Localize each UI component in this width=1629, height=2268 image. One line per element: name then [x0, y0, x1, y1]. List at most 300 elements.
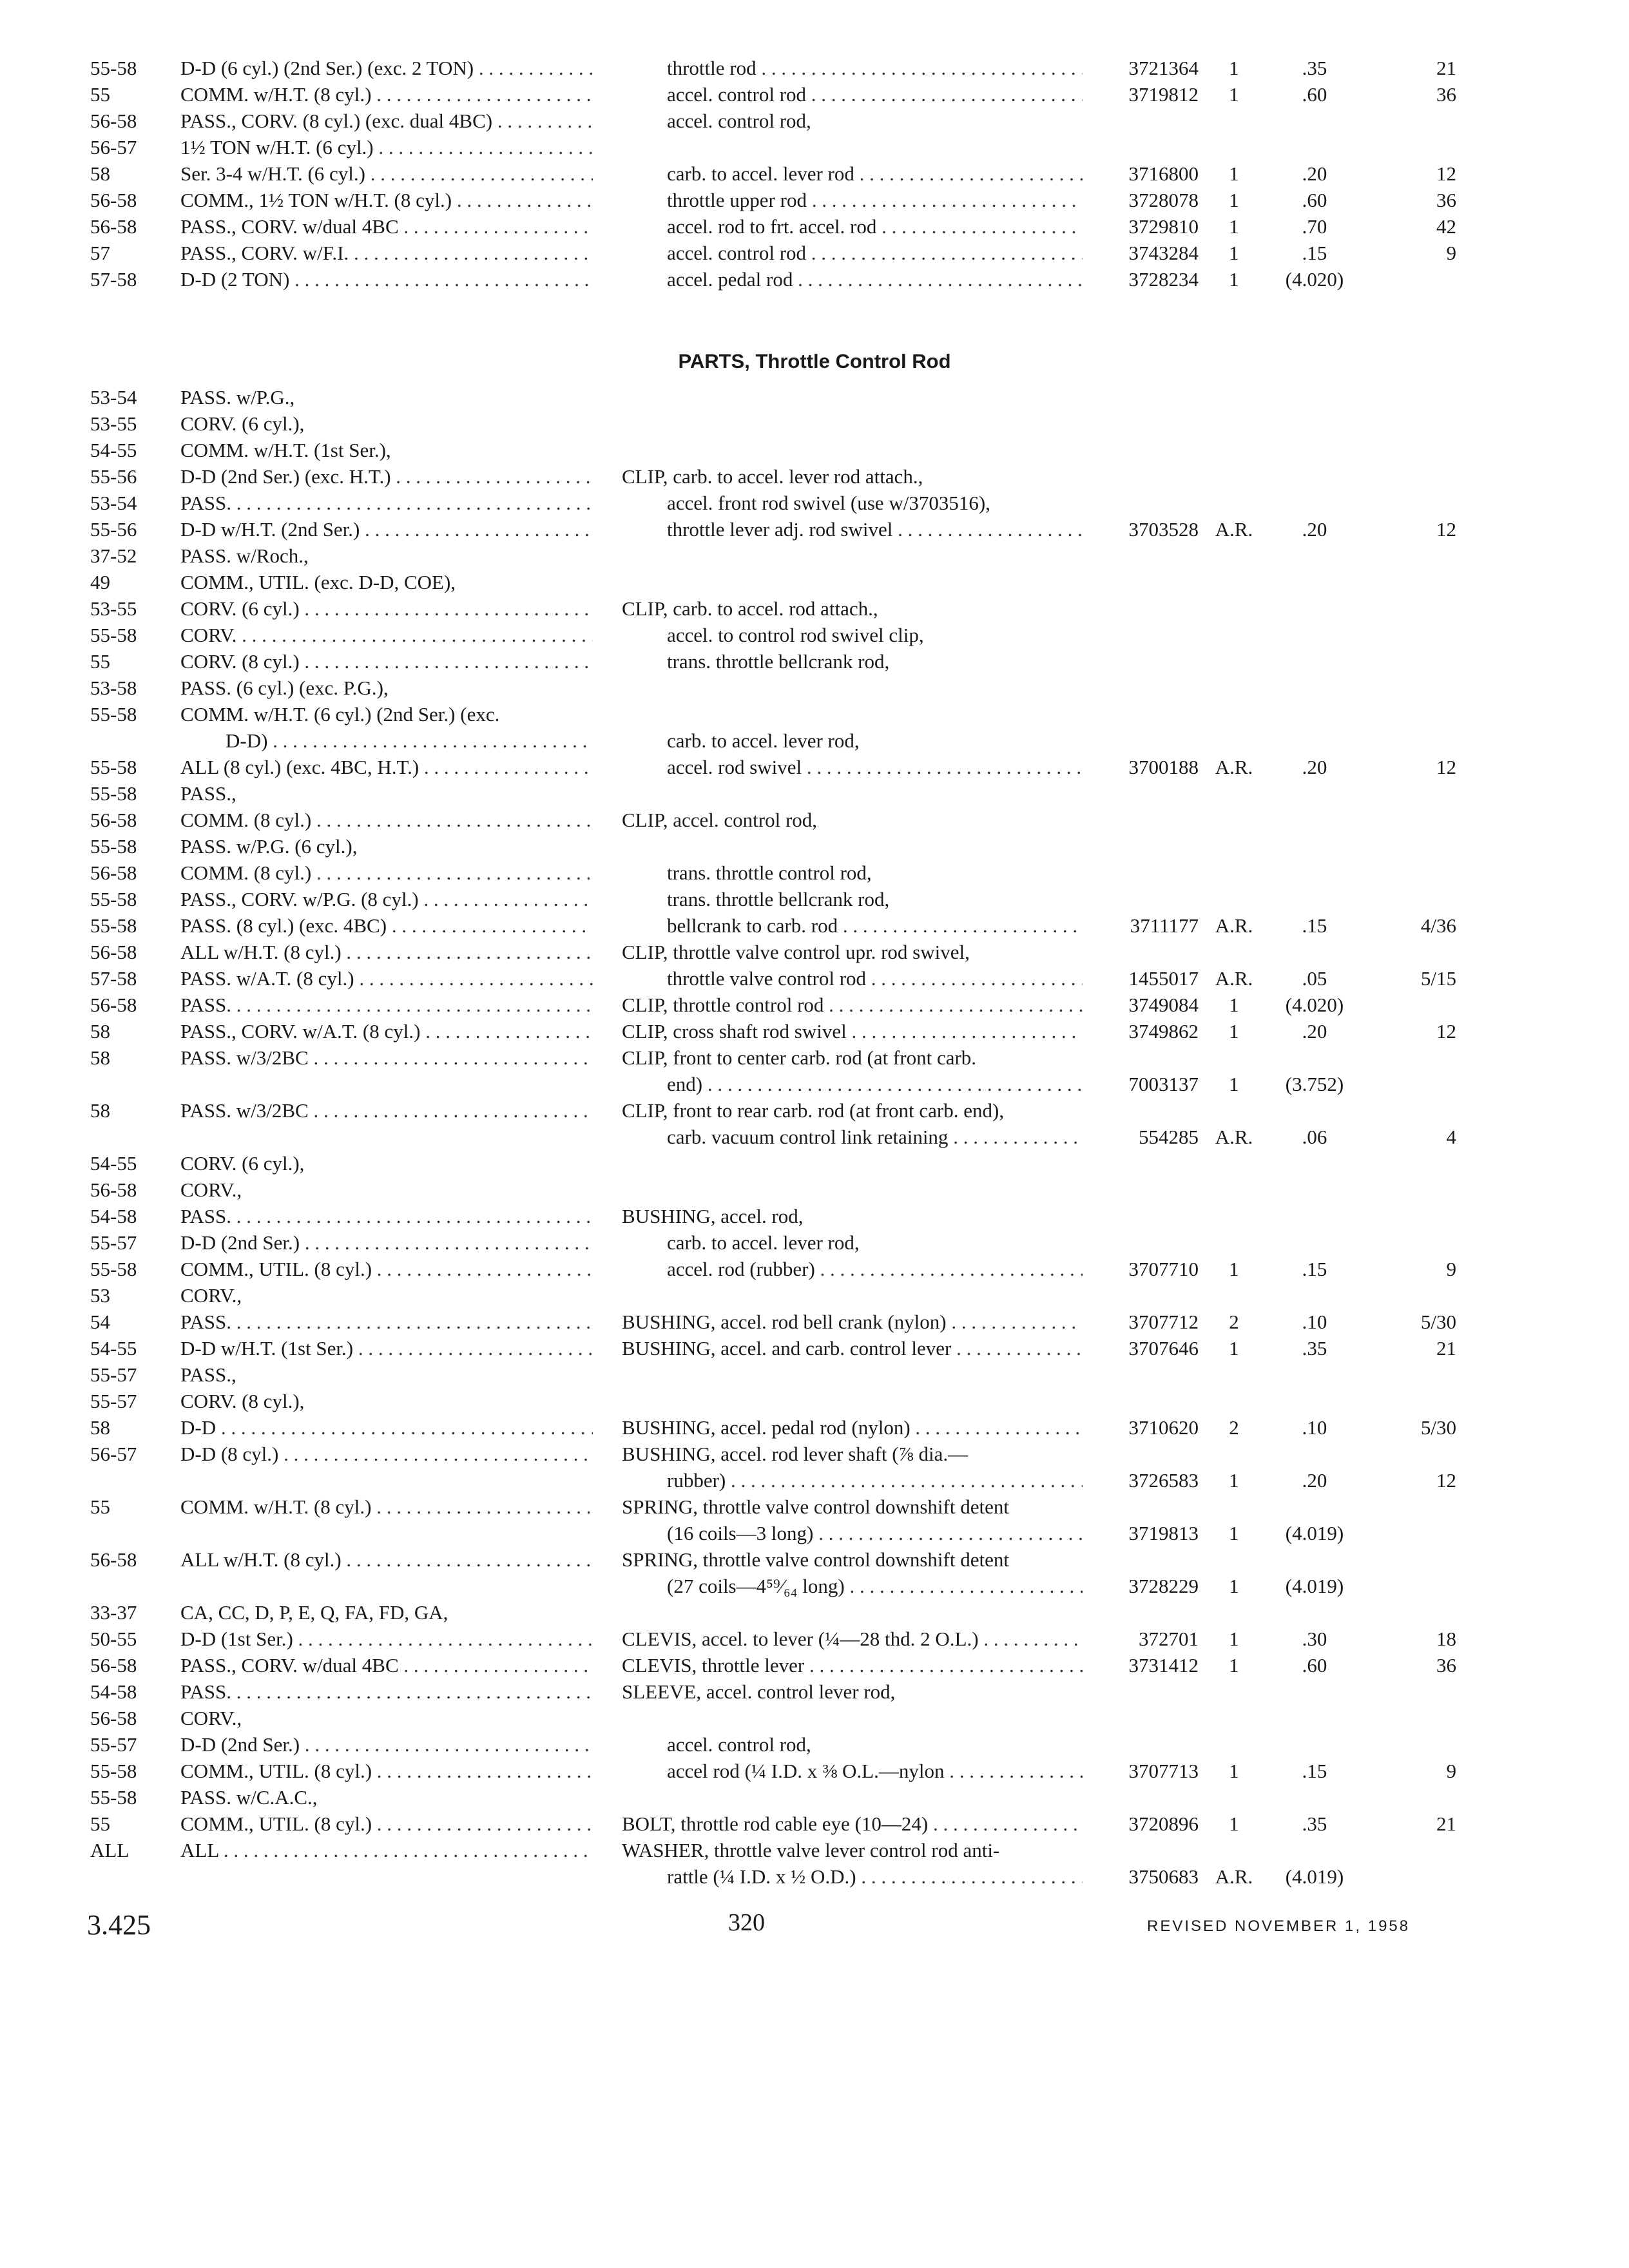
year-cell: 55-58	[90, 1258, 137, 1280]
parts-row	[0, 570, 1629, 595]
model-cell: PASS. . . .	[180, 490, 593, 516]
price-cell: .35	[1302, 57, 1327, 79]
parts-row	[0, 992, 1629, 1018]
year-cell: 58	[90, 1099, 110, 1122]
quantity-cell: 1	[1229, 1812, 1239, 1835]
model-cell: PASS.,	[180, 782, 236, 805]
description-cell: accel. control rod . . .	[622, 240, 1083, 266]
parts-row	[0, 437, 1629, 463]
description-cell: CLIP, front to center carb. rod (at front carb.	[622, 1046, 977, 1069]
package-cell: 36	[1436, 189, 1456, 211]
description-cell: accel. rod swivel . . .	[622, 754, 1083, 780]
year-cell: 56-58	[90, 110, 137, 132]
quantity-cell: 1	[1229, 57, 1239, 79]
quantity-cell: 1	[1229, 1020, 1239, 1043]
model-cell: COMM. w/H.T. (1st Ser.),	[180, 439, 391, 461]
year-cell: 54-55	[90, 1337, 137, 1360]
model-cell: PASS. w/C.A.C.,	[180, 1786, 318, 1809]
model-cell: COMM. w/H.T. (6 cyl.) (2nd Ser.) (exc.	[180, 703, 500, 726]
description-cell: (27 coils—4⁵⁹⁄₆₄ long) . . .	[622, 1573, 1083, 1599]
quantity-cell: 1	[1229, 1575, 1239, 1597]
part-number-cell: 3707646	[1128, 1337, 1199, 1360]
part-number-cell: 3720896	[1128, 1812, 1199, 1835]
year-cell: 53-58	[90, 677, 137, 699]
model-cell: COMM., UTIL. (exc. D-D, COE),	[180, 571, 456, 593]
model-cell: PASS. (6 cyl.) (exc. P.G.),	[180, 677, 389, 699]
year-cell: 55	[90, 83, 110, 106]
parts-row	[0, 834, 1629, 860]
description-cell: BOLT, throttle rod cable eye (10—24) . . .	[622, 1811, 1083, 1837]
model-cell: CORV. (6 cyl.) . . .	[180, 596, 593, 622]
quantity-cell: 1	[1229, 1628, 1239, 1650]
year-cell: 55-56	[90, 518, 137, 541]
parts-row	[0, 675, 1629, 701]
description-cell: rubber) . . .	[622, 1468, 1083, 1494]
year-cell: 55-56	[90, 465, 137, 488]
parts-row	[0, 596, 1629, 622]
parts-row	[0, 1706, 1629, 1731]
year-cell: 56-57	[90, 136, 137, 159]
description-cell: trans. throttle bellcrank rod,	[667, 888, 890, 910]
description-cell: BUSHING, accel. rod,	[622, 1205, 804, 1227]
part-number-cell: 3703528	[1128, 518, 1199, 541]
year-cell: 56-58	[90, 861, 137, 884]
model-cell: PASS.,	[180, 1363, 236, 1386]
model-cell: PASS. . . .	[180, 1309, 593, 1335]
description-cell: BUSHING, accel. pedal rod (nylon) . . .	[622, 1415, 1083, 1441]
year-cell: 58	[90, 1416, 110, 1439]
package-cell: 18	[1436, 1628, 1456, 1650]
parts-row	[0, 55, 1629, 81]
parts-row	[0, 1336, 1629, 1361]
package-cell: 9	[1446, 242, 1456, 264]
description-cell: accel. front rod swivel (use w/3703516),	[667, 492, 990, 514]
quantity-cell: A.R.	[1215, 967, 1253, 990]
price-cell: .15	[1302, 242, 1327, 264]
part-number-cell: 3711177	[1130, 914, 1199, 937]
model-cell: D-D (6 cyl.) (2nd Ser.) (exc. 2 TON) . . .	[180, 55, 593, 81]
model-cell: CORV.,	[180, 1178, 242, 1201]
parts-row	[0, 1573, 1629, 1599]
price-cell: .15	[1302, 1258, 1327, 1280]
description-cell: throttle rod . . .	[622, 55, 1083, 81]
model-cell: CA, CC, D, P, E, Q, FA, FD, GA,	[180, 1601, 448, 1624]
section-title: PARTS, Throttle Control Rod	[678, 350, 951, 372]
parts-row	[0, 1389, 1629, 1414]
year-cell: 50-55	[90, 1628, 137, 1650]
model-cell: ALL w/H.T. (8 cyl.) . . .	[180, 939, 593, 965]
quantity-cell: 1	[1229, 162, 1239, 185]
quantity-cell: 1	[1229, 83, 1239, 106]
model-cell: PASS., CORV. w/dual 4BC . . .	[180, 1653, 593, 1678]
parts-row	[0, 966, 1629, 992]
price-cell: .20	[1302, 1020, 1327, 1043]
description-cell: accel. rod to frt. accel. rod . . .	[622, 214, 1083, 240]
description-cell: trans. throttle bellcrank rod,	[667, 650, 890, 673]
year-cell: 55-57	[90, 1390, 137, 1412]
parts-row	[0, 464, 1629, 490]
package-cell: 5/30	[1420, 1311, 1456, 1333]
parts-row	[0, 1626, 1629, 1652]
price-cell: .06	[1302, 1126, 1327, 1148]
price-cell: (4.019)	[1285, 1522, 1344, 1544]
parts-row	[0, 913, 1629, 939]
model-cell: D-D (2nd Ser.) (exc. H.T.) . . .	[180, 464, 593, 490]
price-cell: .20	[1302, 162, 1327, 185]
model-cell: PASS. (8 cyl.) (exc. 4BC) . . .	[180, 913, 593, 939]
description-cell: SPRING, throttle valve control downshift detent	[622, 1495, 1009, 1518]
year-cell: 58	[90, 162, 110, 185]
price-cell: .35	[1302, 1812, 1327, 1835]
price-cell: (4.019)	[1285, 1575, 1344, 1597]
price-cell: .05	[1302, 967, 1327, 990]
year-cell: 55-58	[90, 1760, 137, 1782]
package-cell: 36	[1436, 83, 1456, 106]
parts-row	[0, 1494, 1629, 1520]
package-cell: 12	[1436, 756, 1456, 778]
model-cell: COMM. w/H.T. (8 cyl.) . . .	[180, 1494, 593, 1520]
package-cell: 9	[1446, 1258, 1456, 1280]
part-number-cell: 3710620	[1128, 1416, 1199, 1439]
part-number-cell: 3700188	[1128, 756, 1199, 778]
quantity-cell: 1	[1229, 242, 1239, 264]
quantity-cell: A.R.	[1215, 914, 1253, 937]
model-cell: PASS. w/P.G. (6 cyl.),	[180, 835, 358, 858]
parts-row	[0, 1151, 1629, 1177]
description-cell: BUSHING, accel. rod bell crank (nylon) . . .	[622, 1309, 1083, 1335]
part-number-cell: 7003137	[1128, 1073, 1199, 1095]
package-cell: 12	[1436, 162, 1456, 185]
part-number-cell: 3726583	[1128, 1469, 1199, 1492]
price-cell: .15	[1302, 1760, 1327, 1782]
page-number: 320	[728, 1909, 765, 1936]
description-cell: rattle (¼ I.D. x ½ O.D.) . . .	[622, 1864, 1083, 1890]
year-cell: 53-54	[90, 492, 137, 514]
part-number-cell: 554285	[1139, 1126, 1199, 1148]
year-cell: 55-57	[90, 1733, 137, 1756]
year-cell: 55-58	[90, 624, 137, 646]
model-cell: PASS., CORV. w/A.T. (8 cyl.) . . .	[180, 1019, 593, 1044]
part-number-cell: 3719813	[1128, 1522, 1199, 1544]
parts-row	[0, 1362, 1629, 1388]
quantity-cell: 1	[1229, 1073, 1239, 1095]
description-cell: CLIP, front to rear carb. rod (at front carb. end),	[622, 1099, 1005, 1122]
description-cell: CLIP, throttle valve control upr. rod swivel,	[622, 941, 970, 963]
year-cell: 56-58	[90, 1548, 137, 1571]
year-cell: 54	[90, 1311, 110, 1333]
parts-row	[0, 1124, 1629, 1150]
quantity-cell: 1	[1229, 1522, 1239, 1544]
part-number-cell: 3728229	[1128, 1575, 1199, 1597]
parts-row	[0, 1679, 1629, 1705]
parts-row	[0, 1600, 1629, 1626]
year-cell: 54-58	[90, 1205, 137, 1227]
quantity-cell: A.R.	[1215, 1126, 1253, 1148]
package-cell: 12	[1436, 518, 1456, 541]
price-cell: (4.020)	[1285, 268, 1344, 291]
group-number: 3.425	[87, 1909, 151, 1941]
parts-row	[0, 887, 1629, 912]
parts-row	[0, 240, 1629, 266]
quantity-cell: 2	[1229, 1416, 1239, 1439]
model-cell: CORV. (8 cyl.),	[180, 1390, 305, 1412]
year-cell: 55-58	[90, 835, 137, 858]
price-cell: .60	[1302, 83, 1327, 106]
price-cell: (3.752)	[1285, 1073, 1344, 1095]
description-cell: WASHER, throttle valve lever control rod anti-	[622, 1839, 1000, 1861]
model-cell: PASS. w/3/2BC . . .	[180, 1045, 593, 1071]
description-cell: CLIP, carb. to accel. rod attach.,	[622, 597, 878, 620]
year-cell: 53-54	[90, 386, 137, 408]
year-cell: 55-58	[90, 888, 137, 910]
parts-row	[0, 807, 1629, 833]
part-number-cell: 1455017	[1128, 967, 1199, 990]
parts-row	[0, 517, 1629, 543]
description-cell: CLEVIS, throttle lever . . .	[622, 1653, 1083, 1678]
description-cell: BUSHING, accel. and carb. control lever . . .	[622, 1336, 1083, 1361]
model-cell: ALL (8 cyl.) (exc. 4BC, H.T.) . . .	[180, 754, 593, 780]
parts-row	[0, 1045, 1629, 1071]
year-cell: 33-37	[90, 1601, 137, 1624]
parts-row	[0, 754, 1629, 780]
parts-row	[0, 1864, 1629, 1890]
year-cell: 56-58	[90, 1178, 137, 1201]
quantity-cell: 1	[1229, 1337, 1239, 1360]
parts-row	[0, 385, 1629, 410]
part-number-cell: 3728234	[1128, 268, 1199, 291]
year-cell: 55	[90, 650, 110, 673]
parts-row	[0, 1547, 1629, 1573]
year-cell: 54-58	[90, 1680, 137, 1703]
parts-row	[0, 1441, 1629, 1467]
model-cell: COMM., UTIL. (8 cyl.) . . .	[180, 1758, 593, 1784]
parts-row	[0, 1230, 1629, 1256]
year-cell: 57-58	[90, 967, 137, 990]
price-cell: .20	[1302, 756, 1327, 778]
price-cell: .30	[1302, 1628, 1327, 1650]
year-cell: 53-55	[90, 597, 137, 620]
year-cell: 55	[90, 1495, 110, 1518]
model-cell: D-D (8 cyl.) . . .	[180, 1441, 593, 1467]
parts-row	[0, 1838, 1629, 1863]
parts-row	[0, 1177, 1629, 1203]
parts-row	[0, 1072, 1629, 1097]
parts-row	[0, 267, 1629, 293]
model-cell: D-D (1st Ser.) . . .	[180, 1626, 593, 1652]
part-number-cell: 3731412	[1128, 1654, 1199, 1677]
description-cell: carb. to accel. lever rod,	[667, 1231, 860, 1254]
package-cell: 5/15	[1420, 967, 1456, 990]
model-cell: D-D (2nd Ser.) . . .	[180, 1230, 593, 1256]
price-cell: (4.020)	[1285, 994, 1344, 1016]
description-cell: carb. to accel. lever rod,	[667, 729, 860, 752]
description-cell: accel. pedal rod . . .	[622, 267, 1083, 293]
model-cell: COMM. (8 cyl.) . . .	[180, 860, 593, 886]
description-cell: accel. control rod,	[667, 1733, 811, 1756]
year-cell: 56-58	[90, 994, 137, 1016]
year-cell: 55-58	[90, 782, 137, 805]
description-cell: accel. control rod,	[667, 110, 811, 132]
quantity-cell: 1	[1229, 1258, 1239, 1280]
model-cell: CORV. (6 cyl.),	[180, 1152, 305, 1175]
model-cell: COMM., UTIL. (8 cyl.) . . .	[180, 1256, 593, 1282]
description-cell: CLIP, carb. to accel. lever rod attach.,	[622, 465, 923, 488]
model-cell: ALL . . .	[180, 1838, 593, 1863]
description-cell: (16 coils—3 long) . . .	[622, 1521, 1083, 1546]
parts-row	[0, 161, 1629, 187]
model-cell: PASS. w/3/2BC . . .	[180, 1098, 593, 1124]
part-number-cell: 3749084	[1128, 994, 1199, 1016]
parts-row	[0, 860, 1629, 886]
model-cell: D-D . . .	[180, 1415, 593, 1441]
quantity-cell: A.R.	[1215, 756, 1253, 778]
model-cell: PASS., CORV. w/P.G. (8 cyl.) . . .	[180, 887, 593, 912]
parts-row	[0, 1521, 1629, 1546]
description-cell: accel. control rod . . .	[622, 82, 1083, 108]
price-cell: .20	[1302, 1469, 1327, 1492]
parts-row	[0, 1811, 1629, 1837]
package-cell: 9	[1446, 1760, 1456, 1782]
parts-row	[0, 490, 1629, 516]
price-cell: .15	[1302, 914, 1327, 937]
model-cell: D-D (2 TON) . . .	[180, 267, 593, 293]
parts-row	[0, 1283, 1629, 1309]
year-cell: 57-58	[90, 268, 137, 291]
model-cell: Ser. 3-4 w/H.T. (6 cyl.) . . .	[180, 161, 593, 187]
year-cell: 37-52	[90, 544, 137, 567]
description-cell: throttle upper rod . . .	[622, 187, 1083, 213]
description-cell: carb. to accel. lever rod . . .	[622, 161, 1083, 187]
year-cell: ALL	[90, 1839, 130, 1861]
description-cell: SPRING, throttle valve control downshift detent	[622, 1548, 1009, 1571]
year-cell: 57	[90, 242, 110, 264]
model-cell: PASS., CORV. w/F.I. . . .	[180, 240, 593, 266]
package-cell: 21	[1436, 57, 1456, 79]
model-cell: ALL w/H.T. (8 cyl.) . . .	[180, 1547, 593, 1573]
model-cell: CORV. (8 cyl.) . . .	[180, 649, 593, 675]
model-cell: PASS. w/A.T. (8 cyl.) . . .	[180, 966, 593, 992]
part-number-cell: 3743284	[1128, 242, 1199, 264]
model-cell: PASS. . . .	[180, 992, 593, 1018]
parts-row	[0, 781, 1629, 807]
parts-row	[0, 728, 1629, 754]
year-cell: 54-55	[90, 1152, 137, 1175]
parts-row	[0, 1785, 1629, 1811]
quantity-cell: 1	[1229, 1469, 1239, 1492]
part-number-cell: 3719812	[1128, 83, 1199, 106]
revision-date: REVISED NOVEMBER 1, 1958	[1147, 1917, 1411, 1935]
model-cell: D-D w/H.T. (2nd Ser.) . . .	[180, 517, 593, 543]
year-cell: 56-58	[90, 809, 137, 831]
year-cell: 55-57	[90, 1363, 137, 1386]
year-cell: 55-57	[90, 1231, 137, 1254]
model-cell: COMM. (8 cyl.) . . .	[180, 807, 593, 833]
description-cell: CLIP, accel. control rod,	[622, 809, 818, 831]
package-cell: 42	[1436, 215, 1456, 238]
year-cell: 56-58	[90, 189, 137, 211]
price-cell: .10	[1302, 1416, 1327, 1439]
year-cell: 53	[90, 1284, 110, 1307]
parts-row	[0, 1758, 1629, 1784]
description-cell: CLIP, cross shaft rod swivel . . .	[622, 1019, 1083, 1044]
year-cell: 56-58	[90, 215, 137, 238]
year-cell: 56-58	[90, 1707, 137, 1729]
part-number-cell: 3750683	[1128, 1865, 1199, 1888]
parts-row	[0, 1415, 1629, 1441]
package-cell: 21	[1436, 1337, 1456, 1360]
parts-row	[0, 939, 1629, 965]
year-cell: 58	[90, 1046, 110, 1069]
year-cell: 55-58	[90, 1786, 137, 1809]
model-cell: CORV.,	[180, 1707, 242, 1729]
description-cell: accel rod (¼ I.D. x ⅜ O.L.—nylon . . .	[622, 1758, 1083, 1784]
description-cell: throttle valve control rod . . .	[622, 966, 1083, 992]
part-number-cell: 3728078	[1128, 189, 1199, 211]
parts-row	[0, 411, 1629, 437]
description-cell: end) . . .	[622, 1072, 1083, 1097]
part-number-cell: 3721364	[1128, 57, 1199, 79]
description-cell: BUSHING, accel. rod lever shaft (⅞ dia.—	[622, 1443, 969, 1465]
description-cell: CLEVIS, accel. to lever (¼—28 thd. 2 O.L.) . . .	[622, 1626, 1083, 1652]
quantity-cell: 1	[1229, 268, 1239, 291]
parts-row	[0, 543, 1629, 569]
year-cell: 56-57	[90, 1443, 137, 1465]
parts-row	[0, 649, 1629, 675]
description-cell: accel. rod (rubber) . . .	[622, 1256, 1083, 1282]
part-number-cell: 3707712	[1128, 1311, 1199, 1333]
parts-row	[0, 702, 1629, 727]
parts-row	[0, 622, 1629, 648]
quantity-cell: 1	[1229, 994, 1239, 1016]
part-number-cell: 3729810	[1128, 215, 1199, 238]
year-cell: 55	[90, 1812, 110, 1835]
model-cell: PASS. w/P.G.,	[180, 386, 295, 408]
package-cell: 4/36	[1420, 914, 1456, 937]
model-cell: COMM. w/H.T. (8 cyl.) . . .	[180, 82, 593, 108]
part-number-cell: 3716800	[1128, 162, 1199, 185]
model-cell: PASS. . . .	[180, 1679, 593, 1705]
price-cell: .20	[1302, 518, 1327, 541]
quantity-cell: 2	[1229, 1311, 1239, 1333]
description-cell: SLEEVE, accel. control lever rod,	[622, 1680, 896, 1703]
parts-row	[0, 1468, 1629, 1494]
part-number-cell: 3749862	[1128, 1020, 1199, 1043]
year-cell: 54-55	[90, 439, 137, 461]
year-cell: 58	[90, 1020, 110, 1043]
price-cell: .60	[1302, 1654, 1327, 1677]
price-cell: .60	[1302, 189, 1327, 211]
year-cell: 56-58	[90, 941, 137, 963]
year-cell: 55-58	[90, 914, 137, 937]
parts-row	[0, 1256, 1629, 1282]
model-cell: CORV. (6 cyl.),	[180, 412, 305, 435]
year-cell: 55-58	[90, 57, 137, 79]
model-cell: CORV. . . .	[180, 622, 593, 648]
package-cell: 5/30	[1420, 1416, 1456, 1439]
parts-row	[0, 1732, 1629, 1758]
quantity-cell: 1	[1229, 1654, 1239, 1677]
year-cell: 55-58	[90, 756, 137, 778]
part-number-cell: 372701	[1139, 1628, 1199, 1650]
price-cell: (4.019)	[1285, 1865, 1344, 1888]
model-cell: PASS. w/Roch.,	[180, 544, 309, 567]
package-cell: 21	[1436, 1812, 1456, 1835]
year-cell: 56-58	[90, 1654, 137, 1677]
price-cell: .70	[1302, 215, 1327, 238]
package-cell: 12	[1436, 1020, 1456, 1043]
model-cell: PASS. . . .	[180, 1204, 593, 1229]
price-cell: .35	[1302, 1337, 1327, 1360]
